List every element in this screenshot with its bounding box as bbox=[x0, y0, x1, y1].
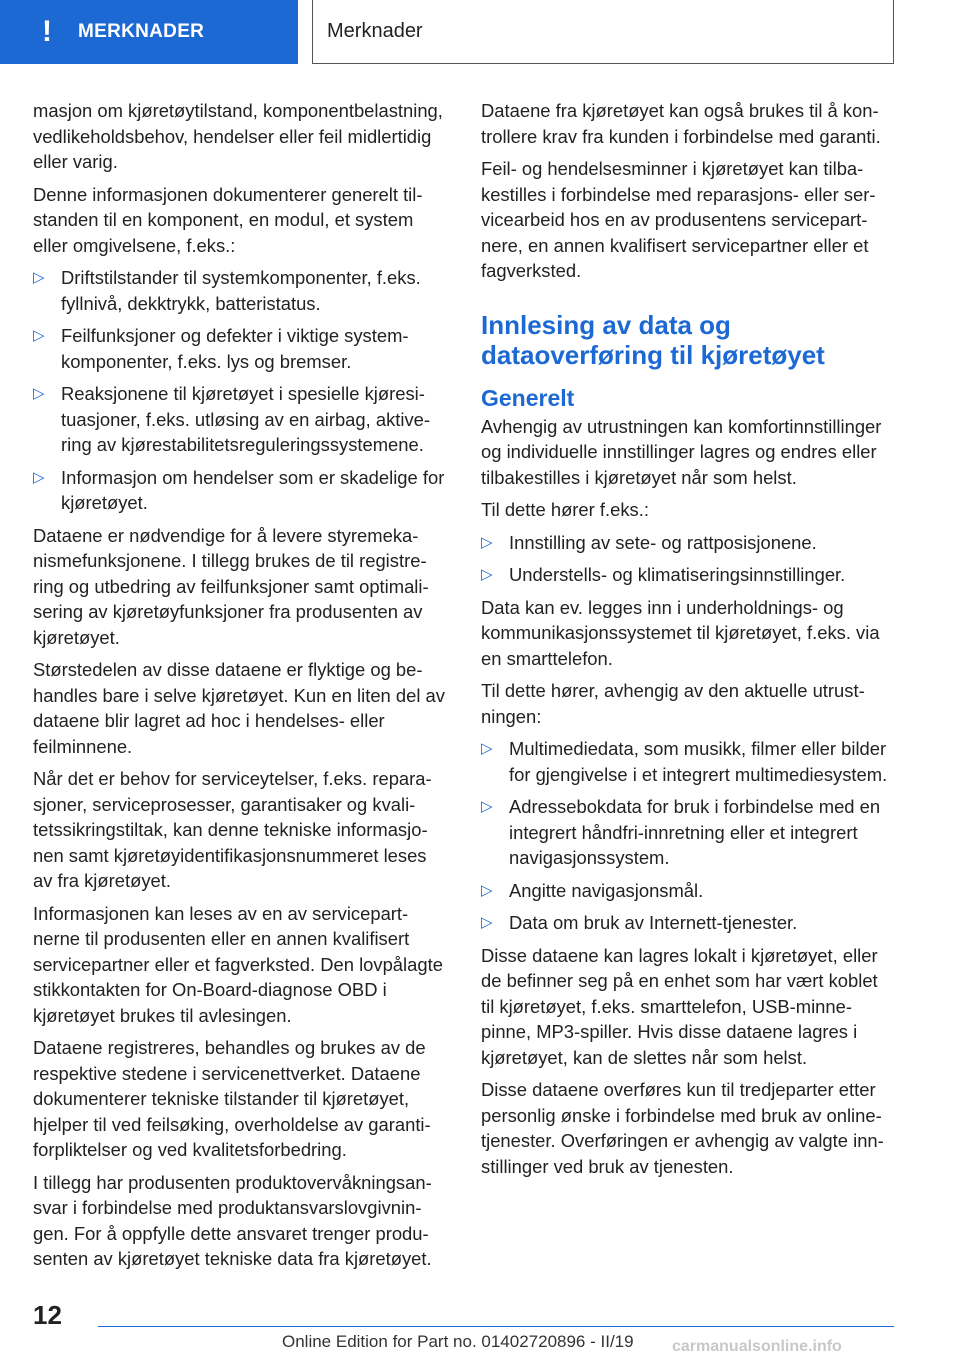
section-heading: Innlesing av data og dataoverføring til kjøretøyet bbox=[481, 309, 825, 370]
paragraph: Når det er behov for serviceytelser, f.eks. reparasjoner, serviceprosesser, garantisaker og kvalitetssikringstiltak, kan denne tekniske informasjonen samt kjøretøyidentifikasjonsnummeret leses av fra kjøretøyet. bbox=[33, 768, 432, 891]
paragraph: Feil- og hendelsesminner i kjøretøyet kan tilbakestilles i forbindelse med reparasjons- eller servicearbeid hos en av produsentens servicepartnere, en annen kvalifisert servicepartner eller et fagverksted. bbox=[481, 158, 876, 281]
paragraph: masjon om kjøretøytilstand, komponentbelastning, vedlikeholdsbehov, hendelser eller feil midlertidig eller varig. bbox=[33, 100, 443, 172]
subsection-heading: Generelt bbox=[481, 384, 575, 411]
triangle-bullet-icon: ▷ bbox=[33, 327, 45, 344]
list-item bbox=[481, 736, 895, 787]
triangle-bullet-icon: ▷ bbox=[481, 914, 493, 931]
list-item bbox=[481, 878, 895, 904]
paragraph: Informasjonen kan leses av en av servicepartnerne til produsenten eller en annen kvalifisert servicepartner eller et fagverksted. Den lovpålagte stikkontakten for On-Board-diagnose OBD i kjøretøyet brukes til avlesingen. bbox=[33, 902, 443, 1026]
chapter-title: MERKNADER bbox=[78, 21, 205, 42]
page-number: 12 bbox=[33, 1300, 62, 1330]
list-item-text: Driftstilstander til systemkomponenter, f.eks. fyllnivå, dekktrykk, batteristatus. bbox=[61, 267, 421, 314]
paragraph: Dataene fra kjøretøyet kan også brukes til å kontrollere krav fra kunden i forbindelse med garanti. bbox=[481, 100, 881, 147]
watermark: carmanualsonline.info bbox=[672, 1338, 842, 1355]
chapter-tab bbox=[0, 0, 298, 64]
paragraph: Dataene er nødvendige for å levere styremekanismefunksjonene. I tillegg brukes de til registrering og utbedring av feilfunksjoner samt optimalisering av kjøretøyfunksjoner fra produsenten av kjøretøyet. bbox=[33, 524, 429, 648]
subchapter-label: Merknader bbox=[327, 20, 423, 42]
paragraph: Data kan ev. legges inn i underholdnings- og kommunikasjonssystemet til kjøretøyet, f.eks. via en smarttelefon. bbox=[481, 596, 880, 669]
list-item-text: Adressebokdata for bruk i forbindelse med en integrert håndfri-innretning eller et integrert navigasjonssystem. bbox=[509, 796, 881, 868]
paragraph: Til dette hører, avhengig av den aktuelle utrustningen: bbox=[481, 680, 865, 727]
triangle-bullet-icon: ▷ bbox=[33, 269, 45, 286]
paragraph: Til dette hører f.eks.: bbox=[481, 499, 649, 520]
triangle-bullet-icon: ▷ bbox=[481, 881, 493, 899]
list-item bbox=[33, 265, 447, 316]
list-item bbox=[481, 530, 895, 556]
triangle-bullet-icon: ▷ bbox=[33, 385, 45, 402]
list-item bbox=[33, 465, 447, 516]
list-item bbox=[481, 794, 895, 871]
left-column bbox=[33, 98, 447, 1279]
paragraph: Dataene registreres, behandles og brukes av de respektive stedene i servicenettverket. Dataene dokumenterer tekniske tilstander til kjøretøyet, hjelper til ved feilsøking, overholdelse av garantiforpliktelser og ved kvalitetsforbedring. bbox=[33, 1037, 431, 1160]
paragraph: Disse dataene kan lagres lokalt i kjøretøyet, eller de befinner seg på en enhet som har vært koblet til kjøretøyet, f.eks. smarttelefon, USB-minnepinne, MP3-spiller. Hvis disse dataene lagres i kjøretøyet, kan de slettes når som helst. bbox=[481, 944, 878, 1068]
triangle-bullet-icon: ▷ bbox=[481, 533, 493, 551]
list-item bbox=[481, 562, 895, 588]
paragraph: Størstedelen av disse dataene er flyktige og behandles bare i selve kjøretøyet. Kun en liten del av dataene blir lagret ad hoc i hendelses- eller feilminnene. bbox=[33, 659, 445, 757]
paragraph: Disse dataene overføres kun til tredjeparter etter personlig ønske i forbindelse med bruk av online-tjenester. Overføringen er avhengig av valgte innstillinger ved bruk av tjenesten. bbox=[481, 1079, 884, 1177]
list-item bbox=[33, 381, 447, 458]
paragraph: I tillegg har produsenten produktovervåkningsansvar i forbindelse med produktansvarslovgivningen. For å oppfylle dette ansvaret trenger produsenten av kjøretøyet tekniske data fra kjøretøyet. bbox=[33, 1171, 432, 1269]
list-item-text: Angitte navigasjonsmål. bbox=[509, 879, 704, 901]
exclamation-icon: ! bbox=[42, 15, 52, 48]
footer-edition: Online Edition for Part no. 01402720896 - II/19 bbox=[282, 1332, 634, 1351]
list-item-text: Informasjon om hendelser som er skadelige for kjøretøyet. bbox=[61, 466, 445, 513]
list-item bbox=[33, 323, 447, 374]
list-item-text: Feilfunksjoner og defekter i viktige systemkomponenter, f.eks. lys og bremser. bbox=[61, 325, 409, 372]
triangle-bullet-icon: ▷ bbox=[481, 566, 493, 583]
bullet-list bbox=[481, 530, 895, 588]
list-item-text: Multimediedata, som musikk, filmer eller bilder for gjengivelse i et integrert multimediesystem. bbox=[509, 738, 888, 785]
paragraph: Denne informasjonen dokumenterer generelt tilstanden til en komponent, en modul, et system eller omgivelsene, f.eks.: bbox=[33, 183, 423, 256]
bullet-list bbox=[33, 265, 447, 516]
triangle-bullet-icon: ▷ bbox=[481, 740, 493, 757]
footer-divider bbox=[98, 1326, 894, 1327]
subchapter-title bbox=[312, 0, 894, 64]
list-item-text: Innstilling av sete- og rattposisjonene. bbox=[509, 531, 817, 553]
triangle-bullet-icon: ▷ bbox=[33, 468, 45, 486]
list-item-text: Reaksjonene til kjøretøyet i spesielle kjøresituasjoner, f.eks. utløsing av en airbag, aktivering av kjørestabilitetsreguleringssystemene. bbox=[61, 383, 431, 455]
bullet-list bbox=[481, 736, 895, 936]
list-item bbox=[481, 910, 895, 936]
right-column bbox=[481, 98, 895, 1186]
list-item-text: Understells- og klimatiseringsinnstillinger. bbox=[509, 564, 846, 585]
paragraph: Avhengig av utrustningen kan komfortinnstillinger og individuelle innstillinger lagres og endres eller tilbakestilles i kjøretøyet når som helst. bbox=[481, 415, 882, 488]
triangle-bullet-icon: ▷ bbox=[481, 798, 493, 815]
list-item-text: Data om bruk av Internett-tjenester. bbox=[509, 912, 798, 933]
